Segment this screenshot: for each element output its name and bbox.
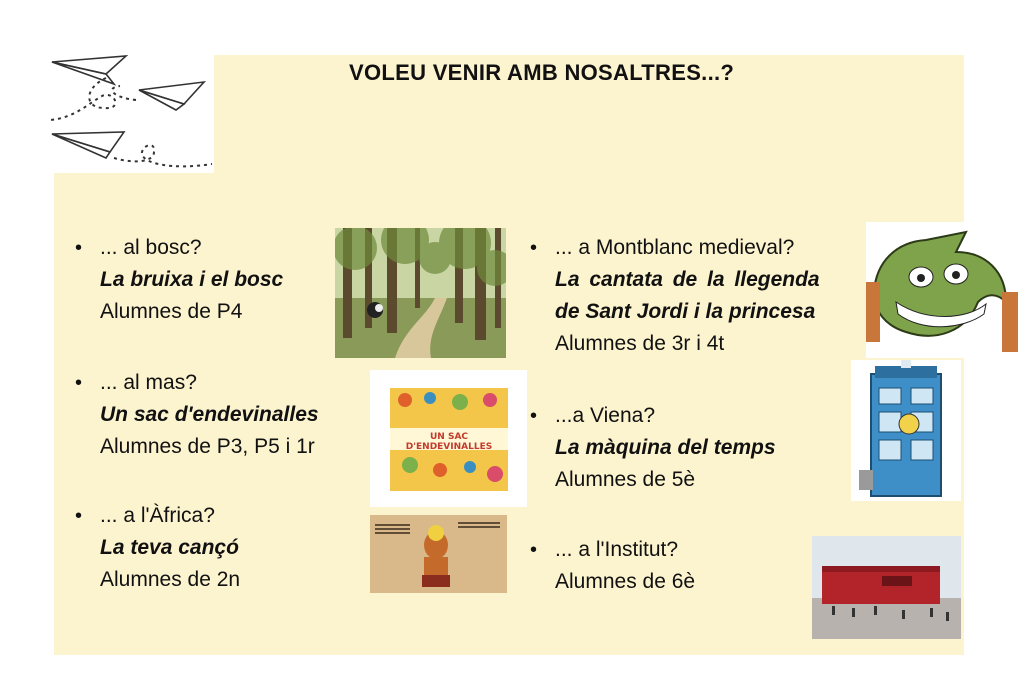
book-title: La bruixa i el bosc xyxy=(100,268,284,291)
students: Alumnes de 6è xyxy=(555,570,696,593)
dragon-image xyxy=(866,222,1018,358)
question: ... al bosc? xyxy=(100,236,202,259)
book-title: La màquina del temps xyxy=(555,436,776,459)
question: ... al mas? xyxy=(100,371,197,394)
students: Alumnes de 3r i 4t xyxy=(555,332,725,355)
africa-image xyxy=(370,515,507,593)
question: ...a Viena? xyxy=(555,404,656,427)
book-title-line1: La cantata de la llegenda xyxy=(555,268,820,291)
bullet: • xyxy=(75,237,83,259)
students: Alumnes de P4 xyxy=(100,300,243,323)
time-machine-image xyxy=(851,360,961,501)
list-item-africa xyxy=(75,500,241,596)
book-title-line2: de Sant Jordi i la princesa xyxy=(555,300,816,323)
students: Alumnes de P3, P5 i 1r xyxy=(100,435,315,458)
bullet: • xyxy=(530,237,538,259)
paper-planes-illustration xyxy=(44,48,214,173)
list-item-bosc xyxy=(75,232,284,328)
list-item-montblanc xyxy=(530,232,820,360)
book-cover-title: UN SAC D'ENDEVINALLES xyxy=(405,432,493,452)
bullet: • xyxy=(75,372,83,394)
list-item-viena xyxy=(530,400,776,496)
students: Alumnes de 5è xyxy=(555,468,696,491)
list-item-institut xyxy=(530,534,696,598)
list-item-mas xyxy=(75,367,319,463)
question: ... a Montblanc medieval? xyxy=(555,236,795,259)
institut-image xyxy=(812,536,961,639)
forest-image xyxy=(335,228,506,358)
book-title: La teva cançó xyxy=(100,536,239,559)
question: ... a l'Institut? xyxy=(555,538,679,561)
book-title: Un sac d'endevinalles xyxy=(100,403,319,426)
question: ... a l'Àfrica? xyxy=(100,504,215,527)
bullet: • xyxy=(75,505,83,527)
page-title: VOLEU VENIR AMB NOSALTRES...? xyxy=(349,60,735,85)
students: Alumnes de 2n xyxy=(100,568,241,591)
book-cover-sac xyxy=(370,370,527,507)
bullet: • xyxy=(530,539,538,561)
bullet: • xyxy=(530,405,538,427)
